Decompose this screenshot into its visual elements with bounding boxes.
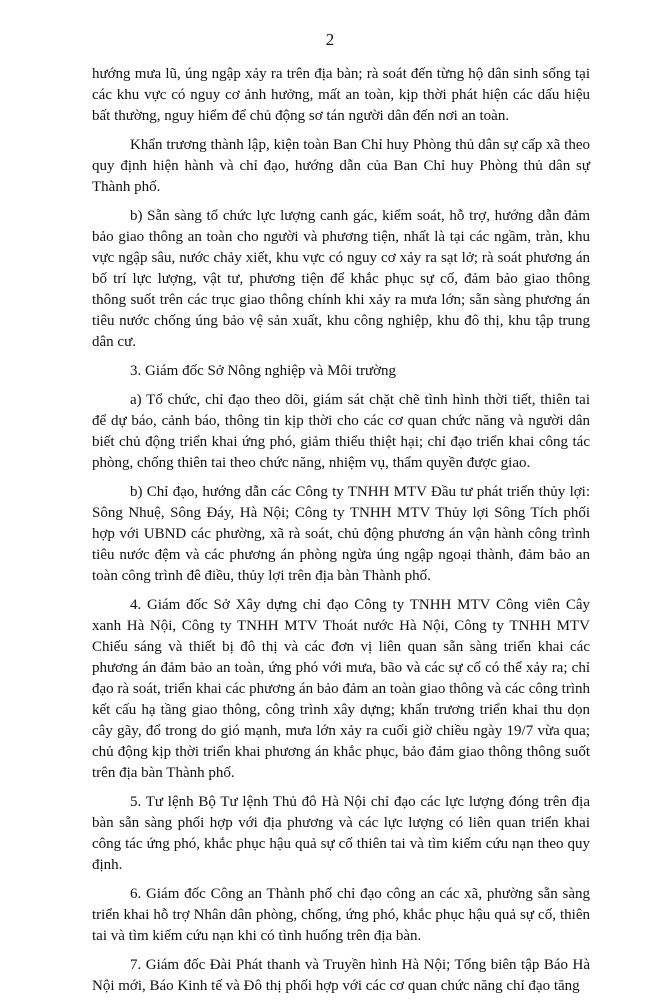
paragraph-item-b-traffic: b) Sẵn sàng tổ chức lực lượng canh gác, kiểm soát, hỗ trợ, hướng dẫn đảm bảo giao thông an toàn cho người và phương tiện, nhất là tại các ngầm, tràn, khu vực ngập sâu, nước chảy xiết, khu vực có nguy cơ xảy ra sạt lở; rà soát phương án bố trí lực lượng, vật tư, phương tiện để khắc phục sự cố, đảm bảo giao thông thông suốt trên các trục giao thông chính khi xảy ra mưa lớn; sẵn sàng phương án tiêu nước chống úng bảo vệ sản xuất, khu công nghiệp, khu đô thị, khu tập trung dân cư. — [92, 208, 590, 350]
paragraph-continuation: hướng mưa lũ, úng ngập xảy ra trên địa bàn; rà soát đến từng hộ dân sinh sống tại các khu vực có nguy cơ ảnh hưởng, mất an toàn, kịp thời phát hiện các dấu hiệu bất thường, nguy hiểm để chủ động sơ tán người dân đến nơi an toàn. — [92, 66, 590, 124]
paragraph-item-3a: a) Tổ chức, chỉ đạo theo dõi, giám sát chặt chẽ tình hình thời tiết, thiên tai để dự báo, cảnh báo, thông tin kịp thời cho các cơ quan chức năng và người dân biết chủ động triển khai ứng phó, giảm thiểu thiệt hại; chỉ đạo triển khai công tác phòng, chống thiên tai theo chức năng, nhiệm vụ, thẩm quyền được giao. — [92, 392, 590, 471]
paragraph-item-3b: b) Chỉ đạo, hướng dẫn các Công ty TNHH MTV Đầu tư phát triển thủy lợi: Sông Nhuệ, Sông Đáy, Hà Nội; Công ty TNHH MTV Thủy lợi Sông Tích phối hợp với UBND các phường, xã rà soát, chủ động phương án vận hành công trình tiêu nước đệm và các phương án phòng ngừa úng ngập ngoại thành, đảm bảo an toàn công trình đê điều, thủy lợi trên địa bàn Thành phố. — [92, 484, 590, 584]
paragraph-item-5: 5. Tư lệnh Bộ Tư lệnh Thủ đô Hà Nội chỉ đạo các lực lượng đóng trên địa bàn sẵn sàng phối hợp với địa phương và các lực lượng có liên quan triển khai công tác ứng phó, khắc phục hậu quả sự cố thiên tai và tìm kiếm cứu nạn theo quy định. — [92, 794, 590, 873]
paragraph-item-7: 7. Giám đốc Đài Phát thanh và Truyền hình Hà Nội; Tổng biên tập Báo Hà Nội mới, Báo Kinh tế và Đô thị phối hợp với các cơ quan chức năng chỉ đạo tăng — [92, 957, 590, 994]
paragraph-item-6: 6. Giám đốc Công an Thành phố chỉ đạo công an các xã, phường sẵn sàng triển khai hỗ trợ Nhân dân phòng, chống, ứng phó, khắc phục hậu quả sự cố, thiên tai và tìm kiếm cứu nạn khi có tình huống trên địa bàn. — [92, 886, 590, 944]
paragraph-item-4: 4. Giám đốc Sở Xây dựng chỉ đạo Công ty TNHH MTV Công viên Cây xanh Hà Nội, Công ty TNHH MTV Thoát nước Hà Nội, Công ty TNHH MTV Chiếu sáng và thiết bị đô thị và các đơn vị liên quan sẵn sàng triển khai các phương án đảm bảo an toàn, ứng phó với mưa, bão và các sự cố có thể xảy ra; chỉ đạo rà soát, triển khai các phương án bảo đảm an toàn giao thông và các công trình kết cấu hạ tầng giao thông, công trình xây dựng; khẩn trương triển khai thu dọn cây gãy, đổ trong do gió mạnh, mưa lớn xảy ra cuối giờ chiều ngày 19/7 vừa qua; chủ động kịp thời triển khai phương án khắc phục, bảo đảm giao thông thông suốt trên địa bàn Thành phố. — [92, 597, 590, 781]
paragraph-heading-3: 3. Giám đốc Sở Nông nghiệp và Môi trường — [130, 363, 397, 379]
page-number: 2 — [325, 30, 335, 49]
paragraph-civil-defense: Khẩn trương thành lập, kiện toàn Ban Chỉ huy Phòng thủ dân sự cấp xã theo quy định hiện hành và chỉ đạo, hướng dẫn của Ban Chỉ huy Phòng thủ dân sự Thành phố. — [92, 137, 590, 195]
document-body — [92, 64, 590, 1005]
